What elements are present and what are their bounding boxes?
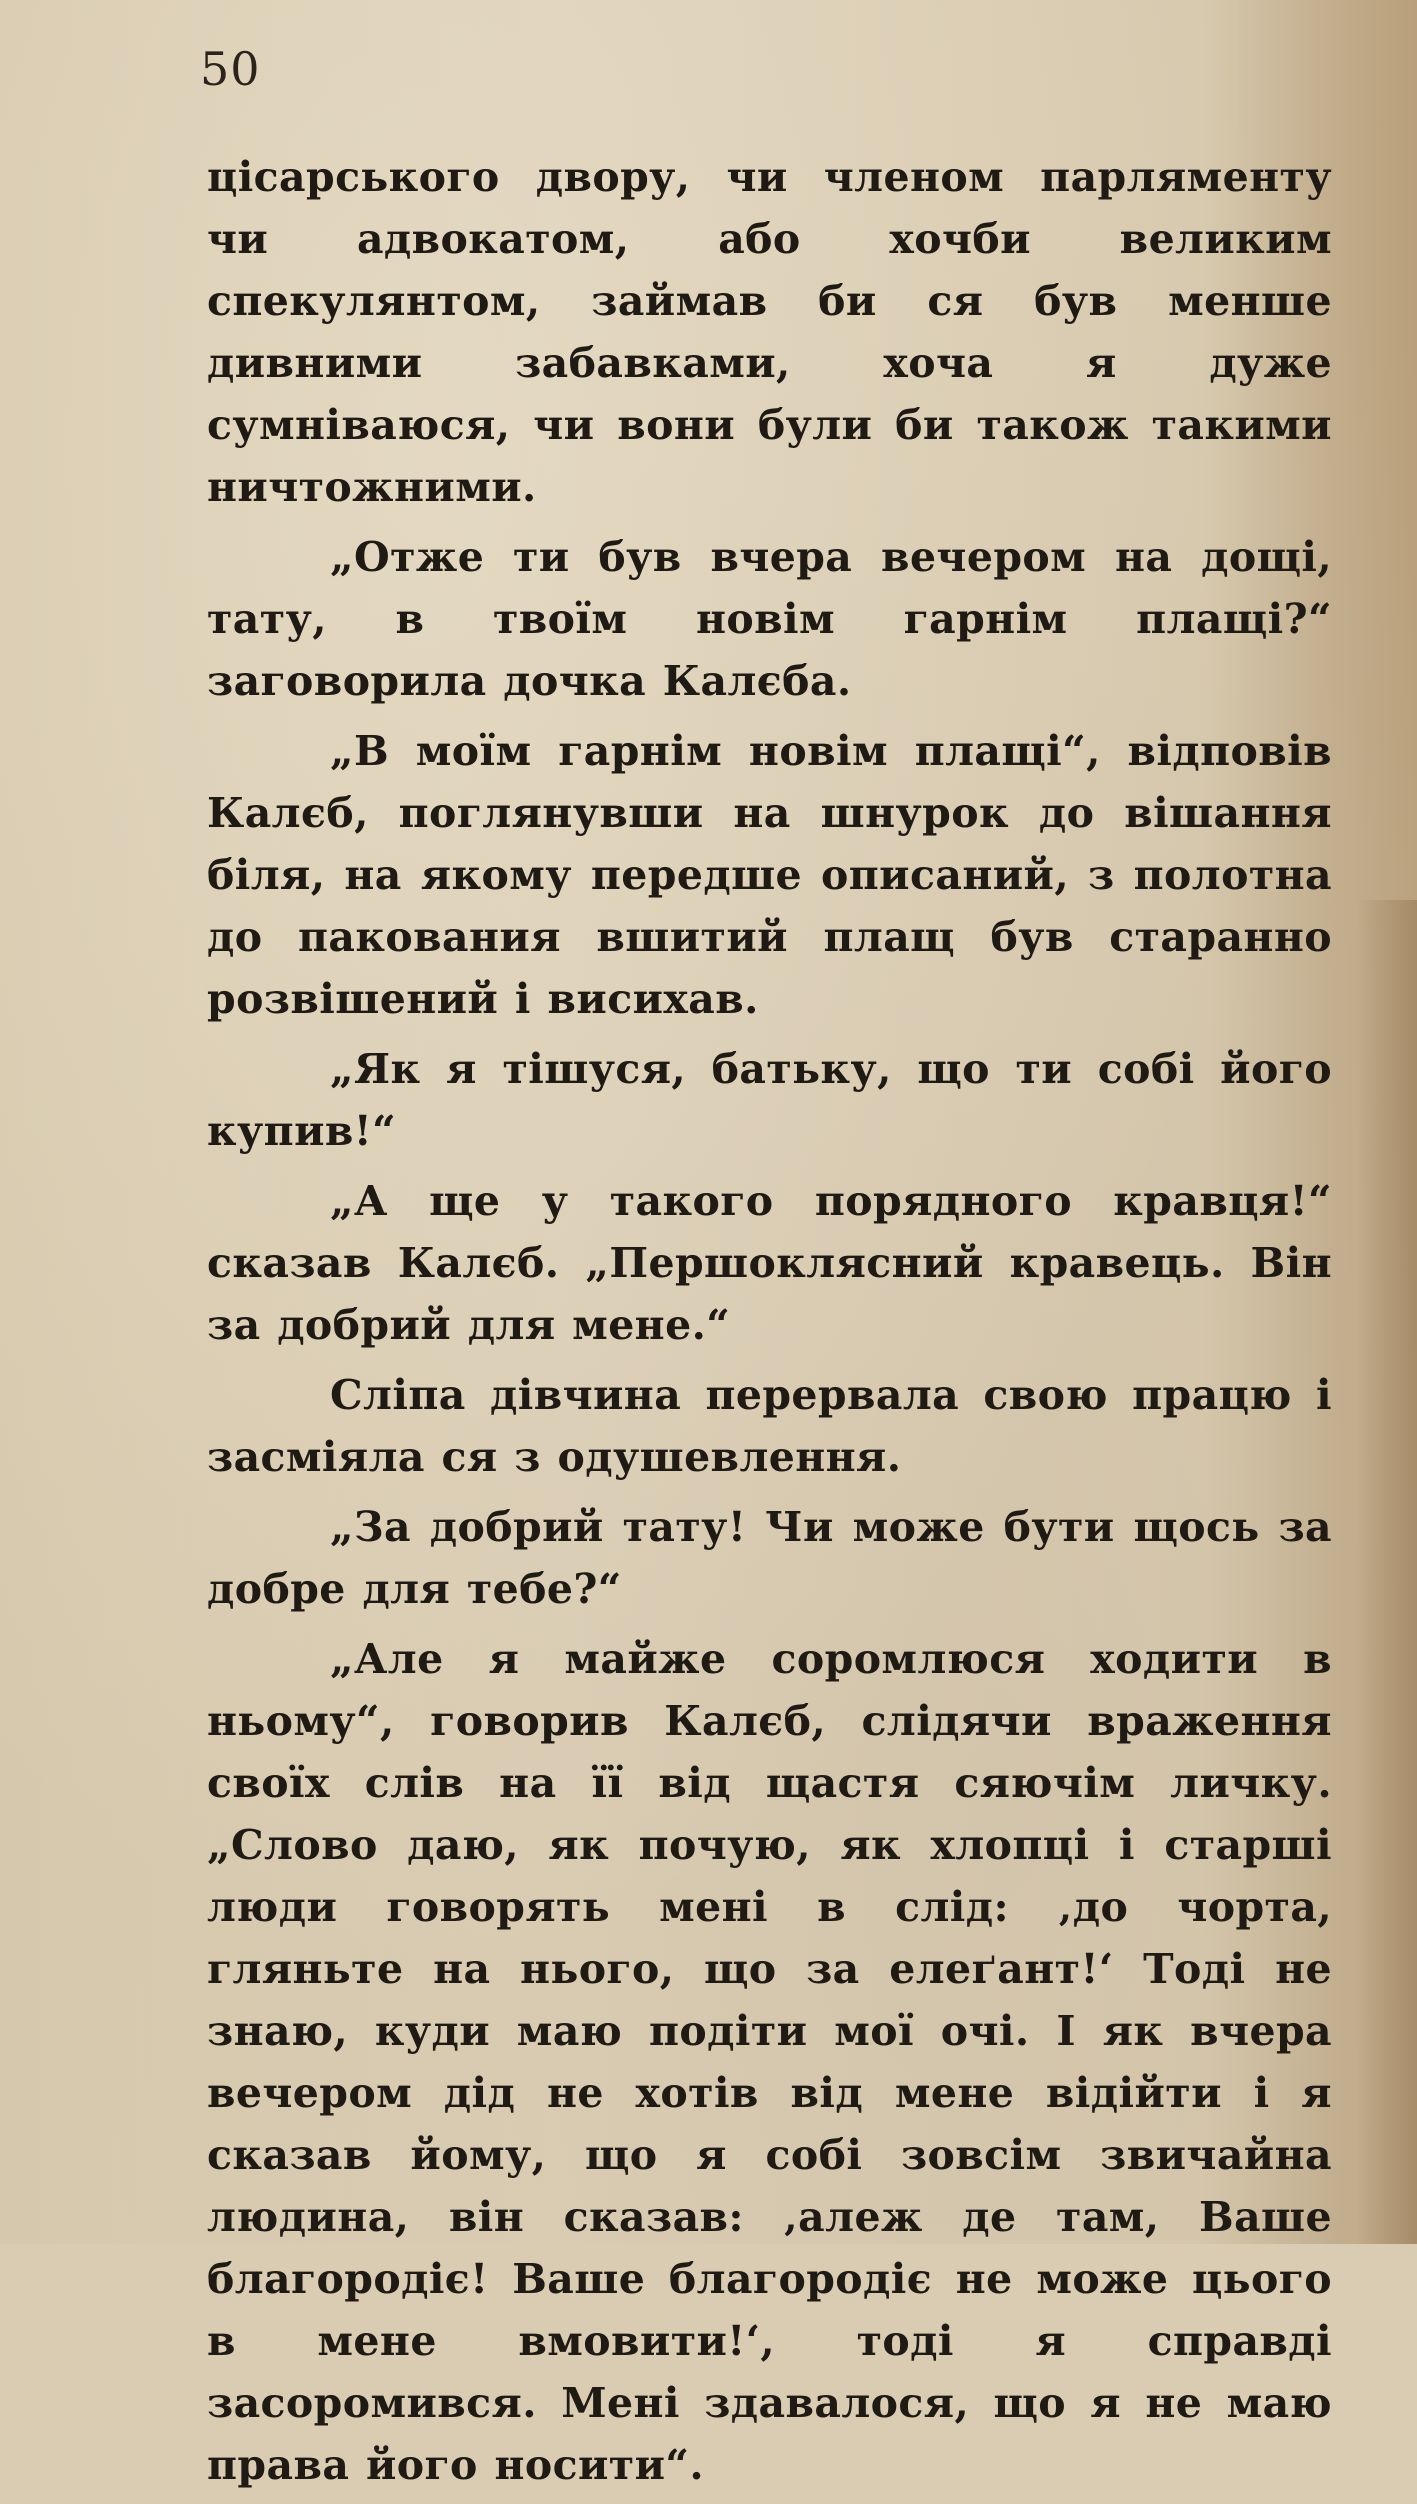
paragraph-4: „Як я тішуся, батьку, що ти собі його купив!“ — [207, 1045, 1332, 1155]
page-number: 50 — [200, 42, 261, 96]
page-edge-shadow — [1357, 900, 1417, 2244]
paragraph-2: „Отже ти був вчера вечером на дощі, тату, в твоїм новім гарнім плащі?“ заговорила дочка Калєба. — [207, 533, 1332, 705]
paragraph-6: Сліпа дівчина перервала свою працю і засміяла ся з одушевлення. — [207, 1371, 1332, 1481]
paragraph-3: „В моїм гарнім новім плащі“, відповів Калєб, поглянувши на шнурок до вішання біля, на якому передше описаний, з полотна до пакования вшитий плащ був старанно розвішений і висихав. — [207, 727, 1332, 1023]
paragraph-5: „А ще у такого порядного кравця!“ сказав Калєб. „Першоклясний кравець. Він за добрий для мене.“ — [207, 1177, 1332, 1349]
paragraph-8: „Але я майже соромлюся ходити в ньому“, говорив Калєб, слідячи враження своїх слів на її від щастя сяючім личку. „Слово даю, як почую, як хлопці і старші люди говорять мені в слід: ‚до чорта, гляньте на нього, що за елеґант!‘ Тоді не знаю, куди маю подіти мої очі. І як вчера вечером дід не хотів від мене відійти і я сказав йому, що я собі зовсім звичайна людина, він сказав: ‚алеж де там, Ваше благородіє! Ваше благородіє не може цього в мене вмовити!‘, тоді я справді засоромився. Мені здавалося, що я не маю права його носити“. — [207, 1635, 1332, 2489]
paragraph-1: цісарського двору, чи членом парляменту чи адвокатом, або хочби великим спекулянтом, займав би ся був менше дивними забавками, хоча я дуже сумніваюся, чи вони були би також такими ничтожними. — [207, 153, 1332, 511]
paragraph-7: „За добрий тату! Чи може бути щось за добре для тебе?“ — [207, 1503, 1332, 1613]
body-text — [207, 146, 1332, 2504]
